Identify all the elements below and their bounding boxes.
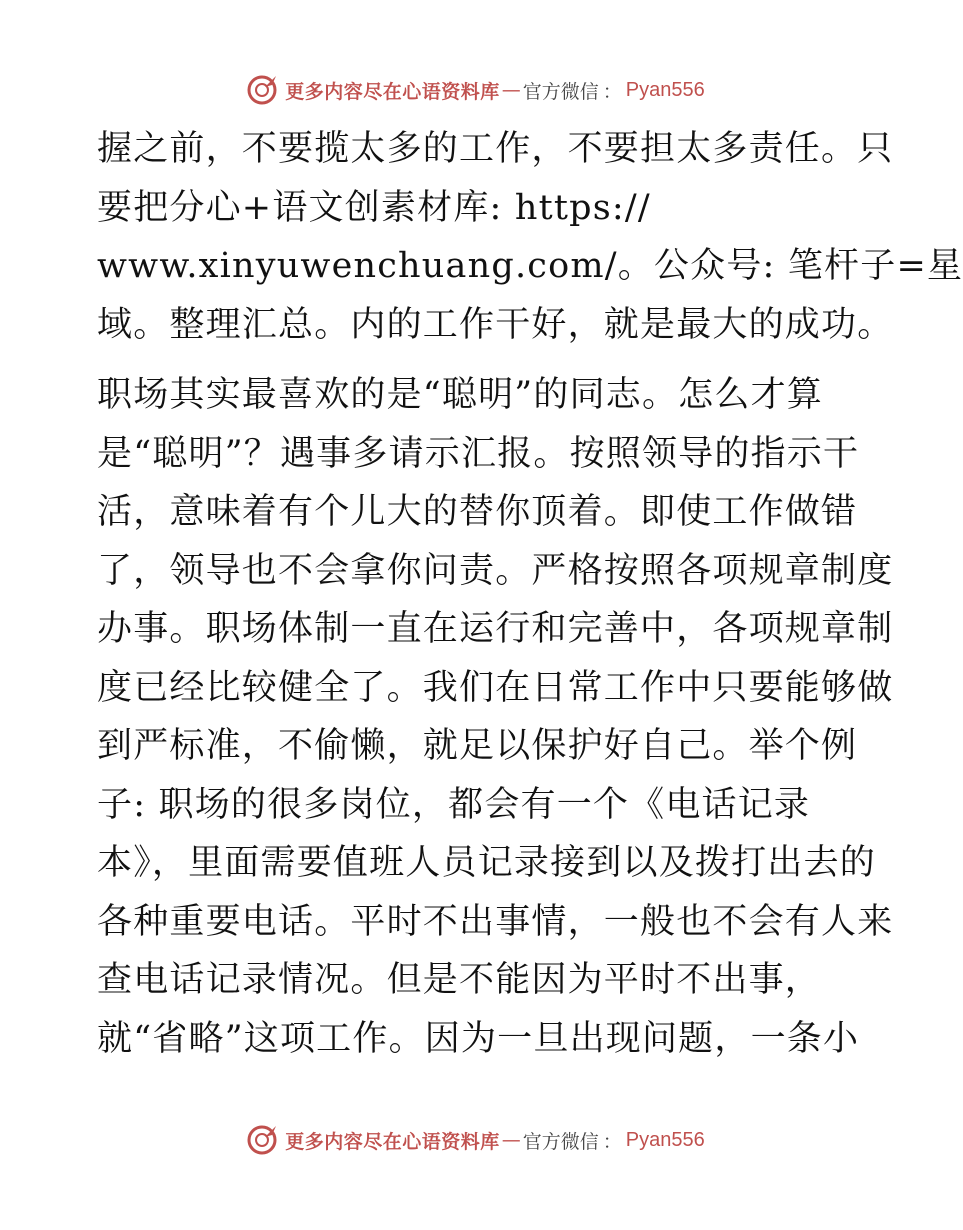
document-body [97,120,963,1068]
header-banner [0,70,950,110]
text-line: 查电话记录情况。但是不能因为平时不出事， [97,960,822,1000]
banner-wechat-id: Pyan556 [625,1128,705,1151]
text-line: 活，意味着有个儿大的替你顶着。即使工作做错 [97,492,858,532]
footer-banner [0,1120,950,1160]
banner-dash: — [501,1129,521,1151]
paragraph-gap [97,354,857,366]
paragraph-2 [97,366,894,1068]
quill-circle-icon [245,1123,279,1157]
banner-separator: ： [602,1130,622,1153]
banner-brand-text: 更多内容尽在心语资料库 [285,1130,500,1153]
banner-official-label: 官方微信 [522,1130,599,1153]
quill-circle-icon [245,73,279,107]
banner-separator: ： [602,80,622,103]
banner-brand-text: 更多内容尽在心语资料库 [285,80,500,103]
text-line: 域。整理汇总。内的工作干好，就是最大的成功。 [97,304,894,345]
text-line: 职场其实最喜欢的是“聪明”的同志。怎么才算 [97,375,823,415]
text-line: 就“省略”这项工作。因为一旦出现问题，一条小 [97,1018,860,1059]
text-line: 了，领导也不会拿你问责。严格按照各项规章制度 [97,550,894,591]
banner-dash: — [501,79,521,101]
text-line: 本》，里面需要值班人员记录接到以及拨打出去的 [97,843,876,883]
text-line: 到严标准，不偷懒，就足以保护好自己。举个例 [97,726,858,766]
banner-wechat-id: Pyan556 [625,78,705,101]
text-line: 是“聪明”？遇事多请示汇报。按照领导的指示干 [97,433,860,474]
text-line: 各种重要电话。平时不出事情，一般也不会有人来 [97,901,894,942]
text-line: 握之前，不要揽太多的工作，不要担太多责任。只 [97,129,894,169]
text-line: 要把分心+语文创素材库: https:// [97,187,651,228]
paragraph-1 [97,120,963,354]
banner-official-label: 官方微信 [522,80,599,103]
text-line: 办事。职场体制一直在运行和完善中，各项规章制 [97,609,894,649]
text-line: www.xinyuwenchuang.com/。公众号: 笔杆子=星 [97,246,963,286]
text-line: 子: 职场的很多岗位，都会有一个《电话记录 [97,784,811,825]
text-line: 度已经比较健全了。我们在日常工作中只要能够做 [97,667,894,708]
